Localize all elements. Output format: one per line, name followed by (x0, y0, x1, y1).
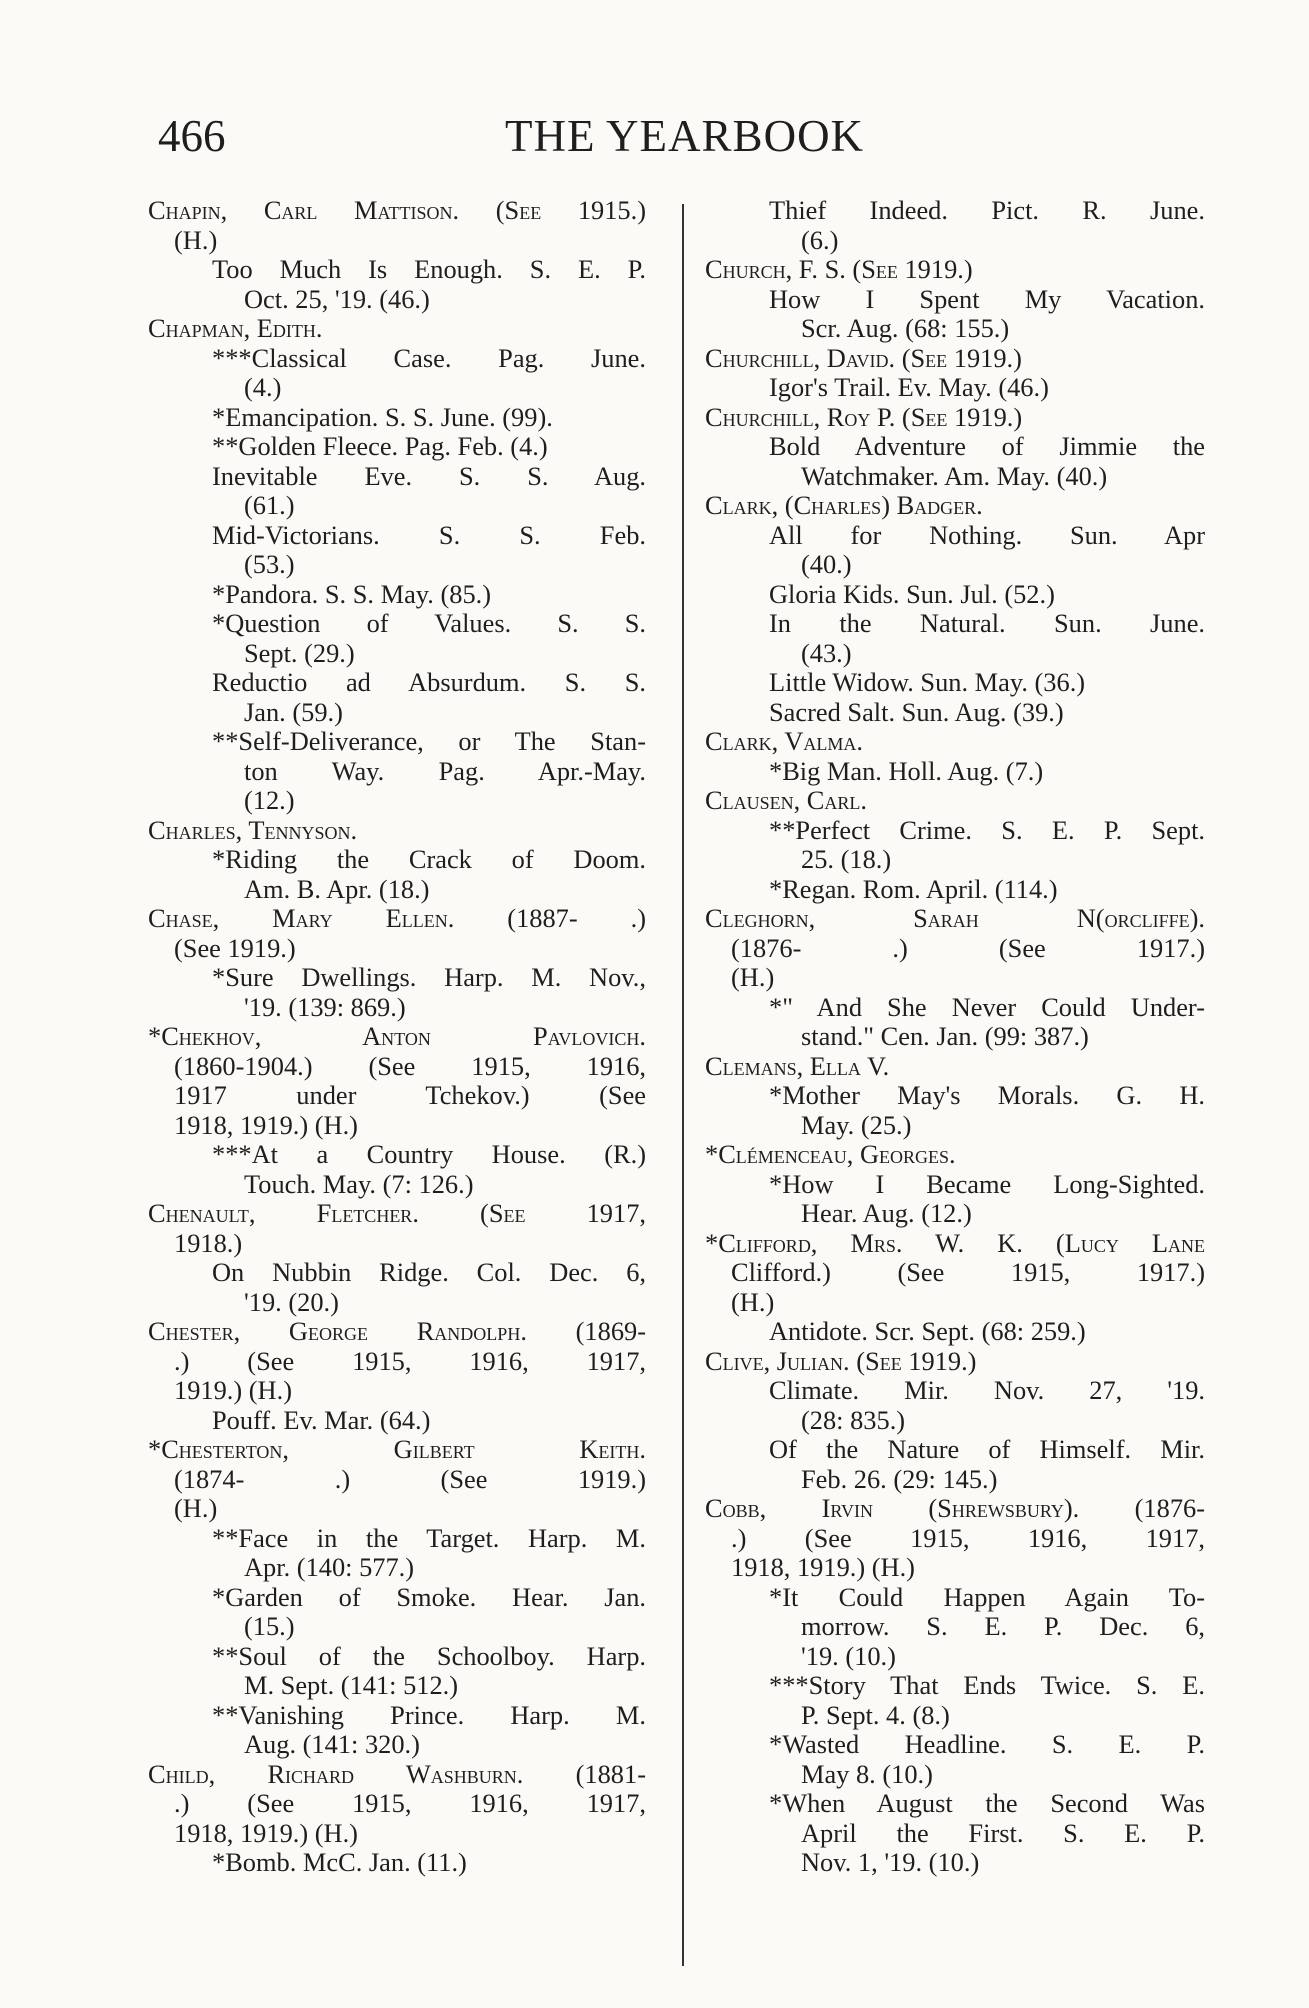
story-line: Pouff. Ev. Mar. (64.) (212, 1404, 431, 1435)
story-line: **Perfect Crime. S. E. P. Sept. (769, 814, 1205, 845)
story-line: Too Much Is Enough. S. E. P. (212, 254, 646, 284)
author-line: *Chesterton, Gilbert Keith. (148, 1434, 646, 1464)
author-line: Clark, Valma. (705, 726, 863, 756)
story-line: Little Widow. Sun. May. (36.) (769, 667, 1086, 697)
author-line: Chester, George Randolph. (1869- (148, 1316, 646, 1346)
story-line-continued: April the First. S. E. P. (801, 1817, 1205, 1848)
story-line: In the Natural. Sun. June. (769, 608, 1205, 638)
story-line-continued: Nov. 1, '19. (10.) (801, 1847, 980, 1877)
author-line-continued: .) (See 1915, 1916, 1917, (174, 1788, 646, 1818)
story-line: ***Classical Case. Pag. June. (212, 342, 646, 373)
page-header (0, 106, 1309, 176)
column-divider (682, 204, 684, 1966)
story-line-continued: ton Way. Pag. Apr.-May. (244, 755, 646, 786)
author-line-continued: (H.) (731, 962, 775, 992)
story-line: Mid-Victorians. S. S. Feb. (212, 519, 646, 550)
author-line-continued: 1919.) (H.) (174, 1375, 292, 1405)
story-line: **Vanishing Prince. Harp. M. (212, 1699, 646, 1730)
author-line: Child, Richard Washburn. (1881- (148, 1758, 646, 1789)
author-line: Churchill, David. (See 1919.) (705, 342, 1022, 373)
author-line: Clemans, Ella V. (705, 1050, 890, 1081)
author-line-continued: (1860-1904.) (See 1915, 1916, (174, 1050, 646, 1081)
story-line-continued: (6.) (801, 224, 839, 255)
author-line-continued: 1918, 1919.) (H.) (174, 1817, 358, 1848)
story-line: *How I Became Long-Sighted. (769, 1168, 1205, 1199)
story-line: Antidote. Scr. Sept. (68: 259.) (769, 1316, 1086, 1346)
story-line: All for Nothing. Sun. Apr (769, 519, 1205, 550)
author-line-continued: (H.) (731, 1286, 775, 1317)
author-line: Chenault, Fletcher. (See 1917, (148, 1198, 646, 1228)
story-line-continued: (53.) (244, 549, 295, 579)
story-line: *Mother May's Morals. G. H. (769, 1080, 1205, 1110)
story-line: *Wasted Headline. S. E. P. (769, 1729, 1205, 1759)
story-line-continued: (4.) (244, 372, 282, 402)
story-line-continued: '19. (139: 869.) (244, 991, 406, 1022)
story-line-continued: Touch. May. (7: 126.) (244, 1168, 474, 1199)
story-line: *Garden of Smoke. Hear. Jan. (212, 1581, 646, 1612)
author-line: Clausen, Carl. (705, 785, 867, 815)
author-line-continued: Clifford.) (See 1915, 1917.) (731, 1257, 1205, 1287)
story-line-continued: M. Sept. (141: 512.) (244, 1670, 459, 1700)
story-line: Thief Indeed. Pict. R. June. (769, 195, 1205, 225)
left-column (148, 196, 646, 1878)
story-line-continued: Hear. Aug. (12.) (801, 1198, 972, 1228)
page-number: 466 (158, 111, 226, 161)
story-line: *Question of Values. S. S. (212, 608, 646, 638)
author-line-continued: (1874- .) (See 1919.) (174, 1463, 646, 1494)
story-line: *Riding the Crack of Doom. (212, 844, 646, 874)
story-line: **Self-Deliverance, or The Stan- (212, 726, 646, 756)
story-line: *Emancipation. S. S. June. (99). (212, 401, 553, 432)
author-line: Clark, (Charles) Badger. (705, 490, 983, 520)
author-line: Chase, Mary Ellen. (1887- .) (148, 903, 646, 933)
author-line: Church, F. S. (See 1919.) (705, 254, 973, 284)
story-line: **Face in the Target. Harp. M. (212, 1522, 646, 1553)
author-line: *Clifford, Mrs. W. K. (Lucy Lane (705, 1227, 1205, 1258)
story-line: ***At a Country House. (R.) (212, 1139, 646, 1169)
author-line-continued: .) (See 1915, 1916, 1917, (174, 1345, 646, 1376)
story-line-continued: P. Sept. 4. (8.) (801, 1699, 950, 1730)
right-column (705, 196, 1205, 1878)
author-line: *Chekhov, Anton Pavlovich. (148, 1021, 646, 1051)
author-line-continued: (H.) (174, 224, 218, 255)
story-line: *It Could Happen Again To- (769, 1581, 1205, 1612)
author-line-continued: 1917 under Tchekov.) (See (174, 1080, 646, 1110)
author-line-continued: 1918.) (174, 1227, 243, 1258)
story-line-continued: Sept. (29.) (244, 637, 355, 668)
author-line: Cobb, Irvin (Shrewsbury). (1876- (705, 1493, 1205, 1523)
story-line: *Regan. Rom. April. (114.) (769, 873, 1058, 904)
story-line: Bold Adventure of Jimmie the (769, 431, 1205, 461)
running-title: THE YEARBOOK (505, 111, 865, 161)
story-line-continued: Apr. (140: 577.) (244, 1552, 415, 1582)
author-line: Charles, Tennyson. (148, 814, 358, 845)
story-line-continued: May 8. (10.) (801, 1758, 933, 1789)
story-line-continued: Scr. Aug. (68: 155.) (801, 313, 1010, 343)
story-line-continued: (40.) (801, 549, 852, 579)
story-line-continued: (61.) (244, 490, 295, 520)
story-line-continued: (28: 835.) (801, 1404, 906, 1435)
author-line-continued: (1876- .) (See 1917.) (731, 932, 1205, 963)
author-line: Cleghorn, Sarah N(orcliffe). (705, 903, 1205, 933)
story-line: Climate. Mir. Nov. 27, '19. (769, 1375, 1205, 1405)
author-line: Chapin, Carl Mattison. (See 1915.) (148, 195, 646, 225)
story-line: How I Spent My Vacation. (769, 283, 1205, 314)
author-line-continued: .) (See 1915, 1916, 1917, (731, 1522, 1205, 1553)
author-line: *Clémenceau, Georges. (705, 1139, 956, 1169)
story-line-continued: (15.) (244, 1611, 295, 1641)
story-line: *Sure Dwellings. Harp. M. Nov., (212, 962, 646, 992)
story-line: *Pandora. S. S. May. (85.) (212, 578, 492, 609)
story-line: **Golden Fleece. Pag. Feb. (4.) (212, 431, 548, 461)
author-line: Chapman, Edith. (148, 313, 323, 343)
author-line-continued: 1918, 1919.) (H.) (731, 1552, 915, 1582)
story-line-continued: Feb. 26. (29: 145.) (801, 1463, 998, 1494)
story-line-continued: Jan. (59.) (244, 696, 343, 727)
story-line: Igor's Trail. Ev. May. (46.) (769, 372, 1049, 402)
story-line-continued: (12.) (244, 785, 295, 815)
author-line-continued: (See 1919.) (174, 932, 296, 963)
story-line-continued: Am. B. Apr. (18.) (244, 873, 430, 904)
story-line: Sacred Salt. Sun. Aug. (39.) (769, 696, 1064, 727)
story-line-continued: May. (25.) (801, 1109, 912, 1140)
story-line: Of the Nature of Himself. Mir. (769, 1434, 1205, 1464)
author-line: Clive, Julian. (See 1919.) (705, 1345, 977, 1376)
story-line-continued: Oct. 25, '19. (46.) (244, 283, 430, 314)
story-line-continued: Watchmaker. Am. May. (40.) (801, 460, 1108, 491)
author-line: Churchill, Roy P. (See 1919.) (705, 401, 1023, 432)
story-line-continued: morrow. S. E. P. Dec. 6, (801, 1611, 1205, 1641)
author-line-continued: (H.) (174, 1493, 218, 1523)
story-line: On Nubbin Ridge. Col. Dec. 6, (212, 1257, 646, 1287)
story-line: *" And She Never Could Under- (769, 991, 1205, 1022)
story-line-continued: Aug. (141: 320.) (244, 1729, 420, 1759)
story-line-continued: '19. (20.) (244, 1286, 339, 1317)
story-line-continued: 25. (18.) (801, 844, 892, 874)
story-line: *When August the Second Was (769, 1788, 1205, 1818)
story-line: Gloria Kids. Sun. Jul. (52.) (769, 578, 1055, 609)
story-line: *Big Man. Holl. Aug. (7.) (769, 755, 1044, 786)
story-line: ***Story That Ends Twice. S. E. (769, 1670, 1205, 1700)
story-line-continued: (43.) (801, 637, 852, 668)
story-line-continued: '19. (10.) (801, 1640, 896, 1671)
story-line: **Soul of the Schoolboy. Harp. (212, 1640, 646, 1671)
author-line-continued: 1918, 1919.) (H.) (174, 1109, 358, 1140)
story-line-continued: stand." Cen. Jan. (99: 387.) (801, 1021, 1089, 1051)
story-line: *Bomb. McC. Jan. (11.) (212, 1847, 467, 1877)
story-line: Inevitable Eve. S. S. Aug. (212, 460, 646, 491)
story-line: Reductio ad Absurdum. S. S. (212, 667, 646, 697)
